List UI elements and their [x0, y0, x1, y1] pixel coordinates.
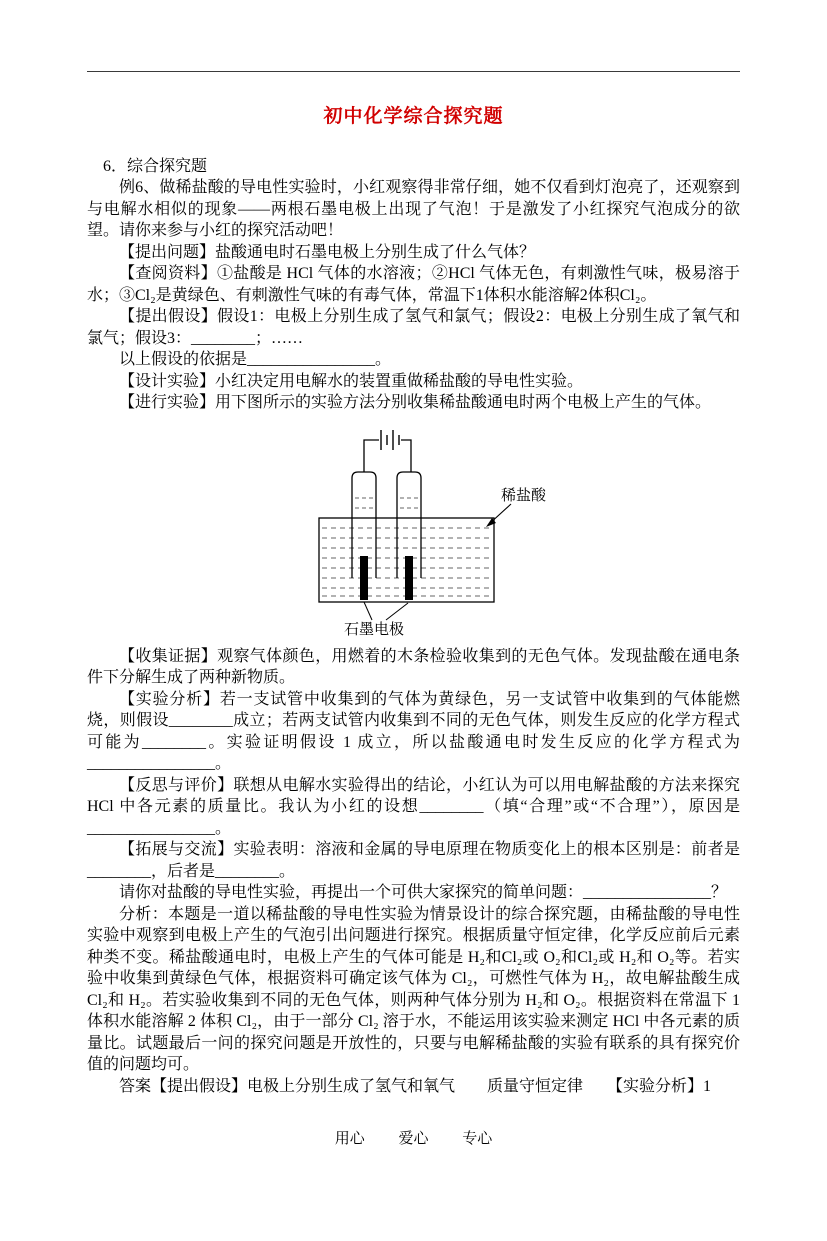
reflect-evaluate: 【反思与评价】联想从电解水实验得出的结论，小红认为可以用电解盐酸的方法来探究HCl 中各元素的质量比。我认为小红的设想________（填“合理”或“不合理”），原因是________________。 [87, 776, 740, 837]
design-experiment: 【设计实验】小红决定用电解水的装置重做稀盐酸的导电性实验。 [119, 372, 584, 390]
battery-icon [381, 430, 399, 450]
document-page [0, 71, 827, 1241]
analysis-text: 分析：本题是一道以稀盐酸的导电性实验为情景设计的综合探究题，由稀盐酸的导电性实验中观察到电极上产生的气泡引出问题进行探究。根据质量守恒定律，化学反应前后元素种类不变。稀盐酸通电时，电极上产生的气体可能是 H₂和Cl₂或 O₂和Cl₂或 H₂和 O₂等。若实验中收集到黄绿色气体，根据资料可确定该气体为 Cl₂，可燃性气体为 H₂，故电解盐酸生成Cl₂和 H₂。若实验收集到不同的无色气体，则两种气体分别为 H₂和 O₂。根据资料在常温下 1 体积水能溶解 2 体积 Cl₂，由于一部分 Cl₂ 溶于水，不能运用该实验来测定 HCl 中各元素的质量比。试题最后一问的探究问题是开放性的，只要与电解稀盐酸的实验有联系的具有探究价值的问题均可。 [87, 905, 740, 1073]
example-intro: 例6、做稀盐酸的导电性实验时，小红观察得非常仔细，她不仅看到灯泡亮了，还观察到与电解水相似的现象——两根石墨电极上出现了气泡！于是激发了小红探究气泡成分的欲望。请你来参与小红的探究活动吧！ [87, 179, 740, 239]
hypotheses: 【提出假设】假设1：电极上分别生成了氢气和氯气；假设2：电极上分别生成了氧气和氯气；假设3：________；…… [87, 308, 740, 347]
footer-word-love: 爱心 [398, 1131, 429, 1147]
conduct-experiment: 【进行实验】用下图所示的实验方法分别收集稀盐酸通电时两个电极上产生的气体。 [119, 394, 712, 411]
electrolysis-diagram [259, 420, 569, 642]
reference-material: 【查阅资料】①盐酸是 HCl 气体的水溶液；②HCl 气体无色，有刺激性气味，极易溶于水；③Cl₂是黄绿色、有刺激性气味的有毒气体，常温下1体积水能溶解2体积Cl₂。 [87, 265, 740, 304]
header-rule [87, 71, 740, 72]
footer-word-devotion: 用心 [334, 1131, 365, 1147]
hypothesis-basis: 以上假设的依据是________________。 [119, 351, 392, 368]
section-heading: 6．综合探究题 [103, 157, 208, 175]
propose-question: 【提出问题】盐酸通电时石墨电极上分别生成了什么气体？ [119, 243, 536, 261]
dilute-acid-label: 稀盐酸 [500, 487, 546, 504]
electrolysis-apparatus-drawing [259, 420, 569, 642]
collect-evidence: 【收集证据】观察气体颜色，用燃着的木条检验收集到的无色气体。发现盐酸在通电条件下分解生成了两种新物质。 [87, 647, 740, 686]
expand-exchange: 【拓展与交流】实验表明：溶液和金属的导电原理在物质变化上的根本区别是：前者是________，后者是________。 [87, 841, 740, 880]
open-question: 请你对盐酸的导电性实验，再提出一个可供大家探究的简单问题：________________？ [119, 884, 728, 901]
experiment-analysis: 【实验分析】若一支试管中收集到的气体为黄绿色，另一支试管中收集到的气体能燃烧，则假设________成立；若两支试管内收集到不同的无色气体，则发生反应的化学方程式可能为________。实验证明假设 1 成立，所以盐酸通电时发生反应的化学方程式为________________。 [87, 690, 740, 772]
page-footer [87, 1129, 740, 1151]
footer-word-focus: 专心 [462, 1131, 493, 1147]
graphite-electrode-label: 石墨电极 [343, 621, 404, 638]
document-title: 初中化学综合探究题 [323, 106, 504, 127]
answer-line: 答案【提出假设】电极上分别生成了氢气和氧气 质量守恒定律 【实验分析】1 [119, 1077, 712, 1095]
electrode-leader-lines [364, 602, 408, 620]
tube-liquid-hatching [355, 498, 418, 508]
